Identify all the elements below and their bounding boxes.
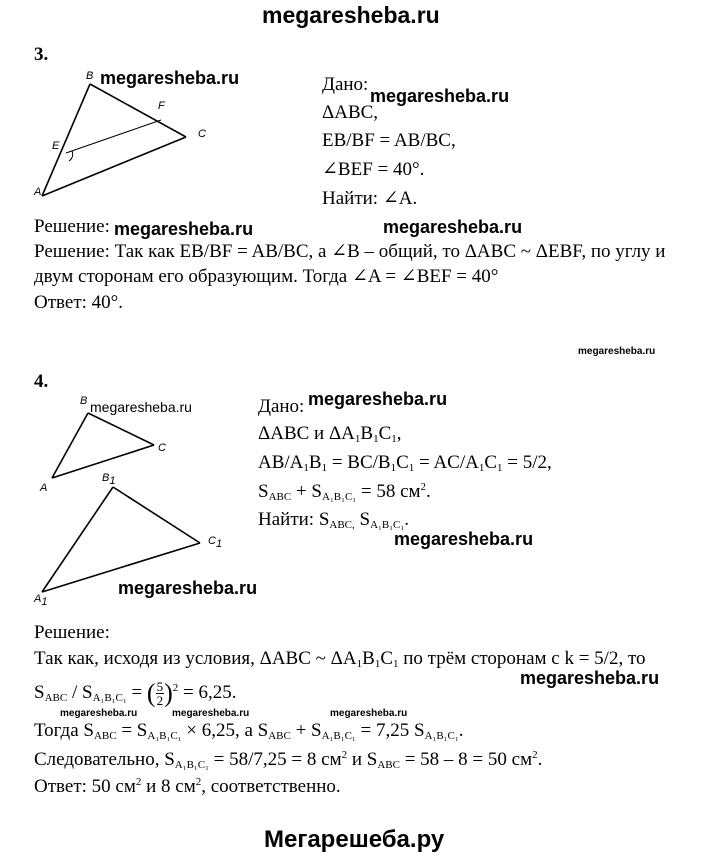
p4-solution-line-3: Тогда $S_{ABC} = S_{A_1B_1C_1} \times 6,25$, а $S_{ABC} + S_{A_1B_1C_1} = 7,25$ $S_{A_1B_1C_1}$. bbox=[34, 720, 464, 742]
watermark[interactable]: megaresheba.ru bbox=[578, 346, 656, 357]
problem-4-number: 4. bbox=[34, 371, 49, 392]
p3-label-B: B bbox=[86, 70, 94, 82]
p4-given-3: $S_{ABC} + S_{A_1B_1C_1} = 58$ $см^2$. bbox=[258, 481, 431, 503]
p4-given-title: Дано: bbox=[258, 396, 305, 417]
p3-label-C: C bbox=[198, 128, 206, 140]
watermark[interactable]: megaresheba.ru bbox=[370, 86, 510, 106]
watermark[interactable]: megaresheba.ru bbox=[60, 708, 138, 719]
watermark[interactable]: megaresheba.ru bbox=[118, 578, 258, 598]
ratio-fraction: $\frac{5}{2}$ bbox=[156, 679, 164, 708]
p3-label-E: E bbox=[52, 140, 60, 152]
p4-solution-line-4: Следовательно, $S_{A_1B_1C_1} = 58/7,25 = 8$ $см^2$ и $S_{ABC} = 58 - 8 = 50$ $см^2$. bbox=[34, 749, 543, 771]
header-watermark[interactable]: megaresheba.ru bbox=[262, 2, 440, 28]
p3-given-title: Дано: bbox=[322, 74, 369, 95]
p4-solution-line-2: $S_{ABC} / S_{A_1B_1C_1}$ = ( $\frac{5}{2}$ )$^2$ = 6,25. bbox=[34, 678, 237, 708]
footer-watermark[interactable]: Мегарешеба.ру bbox=[264, 826, 445, 853]
p3-label-F: F bbox=[158, 100, 165, 112]
watermark[interactable]: megaresheba.ru bbox=[90, 399, 192, 415]
p3-given-1: ΔABC, bbox=[322, 102, 379, 123]
watermark[interactable]: megaresheba.ru bbox=[100, 68, 240, 88]
p4-answer: Ответ: 50 $см^2$ и 8 $см^2$, соответственно. bbox=[34, 776, 341, 797]
watermark[interactable]: megaresheba.ru bbox=[330, 708, 408, 719]
p4-solution-line-1: Так как, исходя из условия, ΔABC ~ $\Delta A_1B_1C_1$ по трём сторонам с k = 5/2, то bbox=[34, 648, 646, 670]
p4-label-A: A bbox=[40, 482, 48, 494]
p3-solution-line-1: Решение: Так как EB/BF = AB/BC, а ∠B – общий, то ΔABC ~ ΔEBF, по углу и bbox=[34, 241, 666, 262]
p4-solution-title: Решение: bbox=[34, 622, 110, 643]
p3-answer: Ответ: 40°. bbox=[34, 292, 123, 313]
watermark[interactable]: megaresheba.ru bbox=[308, 389, 448, 409]
p4-label-B: B bbox=[80, 395, 88, 407]
watermark[interactable]: megaresheba.ru bbox=[383, 217, 523, 237]
watermark[interactable]: megaresheba.ru bbox=[172, 708, 250, 719]
p3-given-3: ∠BEF = 40°. bbox=[322, 159, 425, 180]
watermark[interactable]: megaresheba.ru bbox=[520, 668, 660, 688]
p3-solution-line-2: двум сторонам его образующим. Тогда ∠A = ∠BEF = 40° bbox=[34, 266, 499, 287]
p4-find: Найти: $S_{ABC,}$ $S_{A_1B_1C_1}$. bbox=[258, 509, 409, 531]
p3-given-2: EB/BF = AB/BC, bbox=[322, 130, 456, 151]
p4-given-1: ΔABC и $\Delta A_1B_1C_1$, bbox=[258, 423, 402, 445]
p3-label-A: A bbox=[34, 186, 42, 198]
watermark[interactable]: megaresheba.ru bbox=[114, 219, 254, 239]
p4-label-A1: $A_1$ bbox=[34, 593, 48, 608]
p3-find: Найти: ∠A. bbox=[322, 188, 418, 209]
p4-label-C: C bbox=[158, 442, 166, 454]
watermark[interactable]: megaresheba.ru bbox=[394, 529, 534, 549]
p4-label-B1: $B_1$ bbox=[102, 472, 116, 487]
problem-3-number: 3. bbox=[34, 44, 49, 65]
p4-label-C1: $C_1$ bbox=[208, 535, 223, 550]
p3-solution-title: Решение: bbox=[34, 216, 110, 237]
p4-given-2: $AB/A_1B_1 = BC/B_1C_1 = AC/A_1C_1 = 5/2$, bbox=[258, 452, 552, 474]
